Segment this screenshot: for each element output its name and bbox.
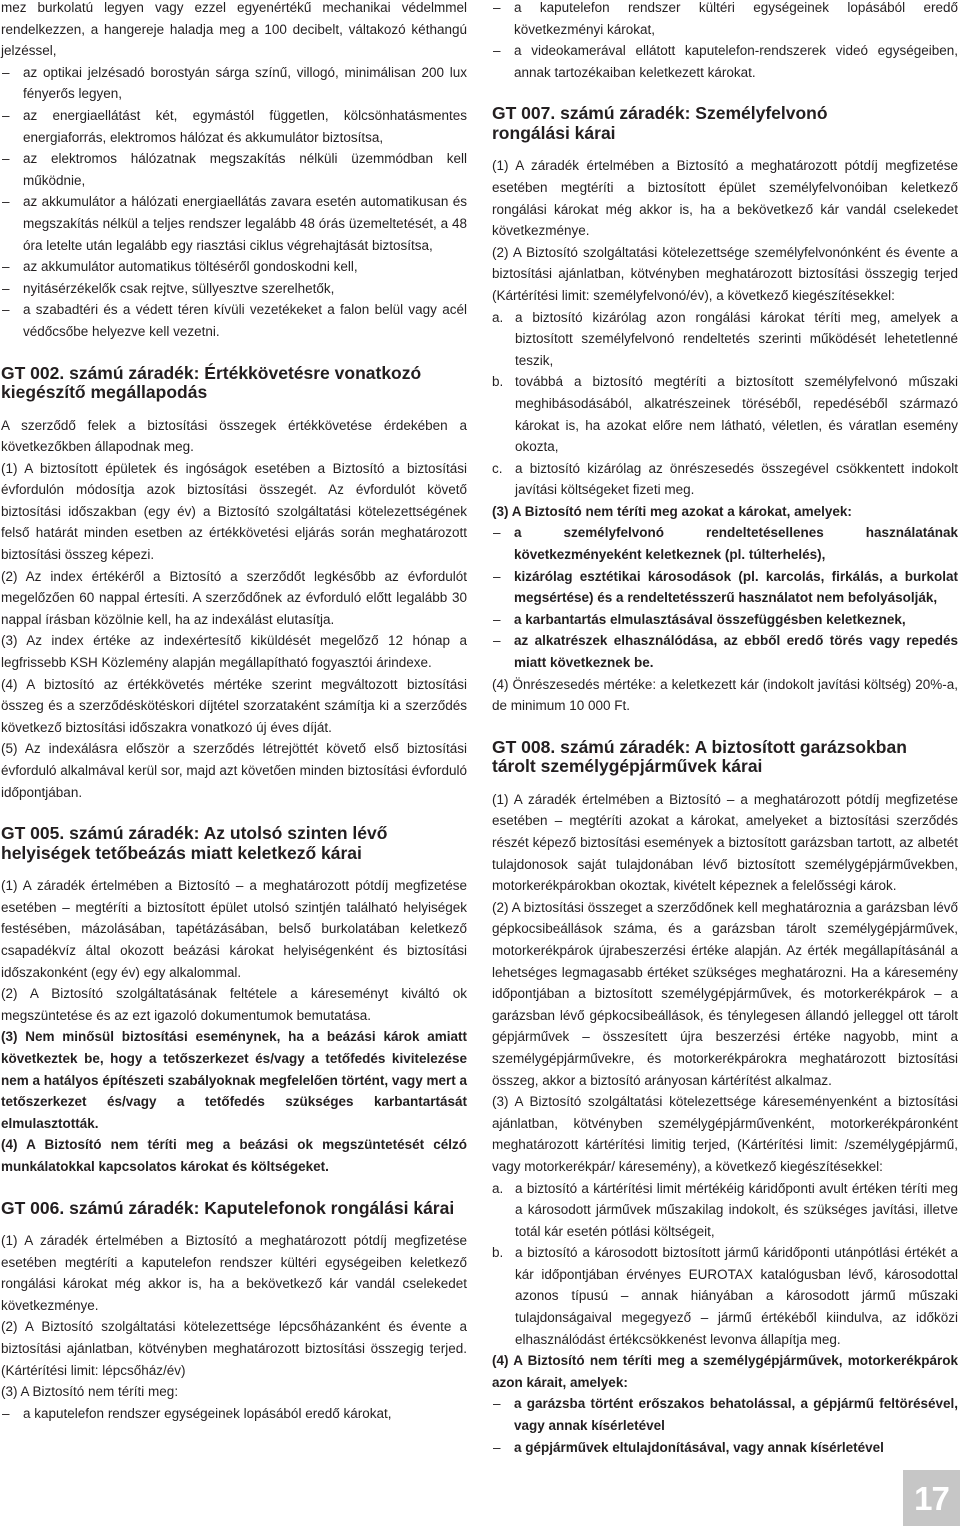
alarm-requirements-list <box>1 62 467 343</box>
clause-heading <box>1 364 467 403</box>
list-item: – kizárólag esztétikai károsodások (pl. karcolás, firkálás, a burkolat megsértése) és a rendeltetésszerű használatot nem befolyásolják, <box>492 566 958 609</box>
clause-heading-line: GT 008. számú záradék: A biztosított garázsokban <box>492 736 907 757</box>
clause-gt006 <box>1 1199 467 1425</box>
clause-paragraph: (1) A záradék értelmében a Biztosító – a meghatározott pótdíj megfizetése esetében – megtéríti azokat a károkat, amelyeket a biztosítási szerződés részét képező biztosítási események a biztosított garázsban tartott, az albetét tulajdonosok saját tulajdonában lévő biztosított személygépjárművekben, motorkerékpárokban okoztak, kivételt képeznek a felelősségi károk. <box>492 791 958 894</box>
exclusions-intro: (3) A Biztosító nem téríti meg azokat a károkat, amelyek: <box>492 503 852 519</box>
clause-paragraph: (1) A záradék értelmében a Biztosító – a meghatározott pótdíj megfizetése esetében – megtéríti a biztosított épület utolsó szintjén található helyiségek festésében, mázolásában, tapétázásában, belső burkolatában keletkező csapadékvíz által okozott beázási károkat helyiségenként és biztosítási időszakonként (egy év) egy alkalommal. <box>1 878 467 980</box>
item-text: továbbá a biztosító megtéríti a biztosított személyfelvonó műszaki meghibásodásából, alkatrészeinek töréséből, repedéséből származó károkat is, ha azokat előre nem látható, véletlen, és váratlan esemény okozta, <box>515 374 958 455</box>
lettered-item <box>492 307 958 372</box>
clause-paragraph-emphasized: (4) A Biztosító nem téríti meg a beázási ok megszüntetését célzó munkálatokkal kapcsolatos károkat és költségeket. <box>1 1137 467 1174</box>
exclusions-intro: (4) A Biztosító nem téríti meg a személygépjárművek, motorkerékpárok azon kárait, amelyek: <box>492 1353 958 1390</box>
clause-heading <box>1 824 467 863</box>
clause-paragraph-emphasized: (3) Nem minősül biztosítási eseménynek, ha a beázási károk amiatt következtek be, hogy a tetőszerkezet és/vagy a tetőfedés kivitelezése nem a hatályos építészeti szabályoknak megfelelően történt, vagy mert a tetőszerkezet és/vagy a tetőfedés szükséges karbantartását elmulasztották. <box>1 1029 467 1131</box>
list-item: – a szabadtéri és a védett téren kívüli vezetékeket a falon belül vagy acél védőcsőbe helyezve kell vezetni. <box>1 299 467 342</box>
list-item: – a videokamerával ellátott kaputelefon-rendszerek videó egységeiben, annak tartozékaiban keletkezett károkat. <box>492 40 958 83</box>
deductible-paragraph: (4) Önrészesedés mértéke: a keletkezett kár (indokolt javítási költség) 20%-a, de minimum 10 000 Ft. <box>492 676 958 714</box>
clause-paragraph: (1) A záradék értelmében a Biztosító a meghatározott pótdíj megfizetése esetében megtéríti a biztosított épület személyfelvonóiban keletkező rongálási károkat még akkor is, ha a bekövetkező kár vandál cselekedet következménye. <box>492 158 958 239</box>
exclusion-list-continued <box>492 0 958 83</box>
item-text: a biztosító kizárólag az önrészesedés összegével csökkentett indokolt javítási költségeket fizeti meg. <box>515 460 958 498</box>
item-marker: b. <box>492 1245 504 1261</box>
lettered-item <box>492 1178 958 1243</box>
clause-heading-line: GT 007. számú záradék: Személyfelvonó <box>492 103 828 124</box>
list-item: – a személyfelvonó rendeltetésellenes használatának következményeként keletkeznek (pl. túlterhelés), <box>492 522 958 565</box>
lettered-item <box>492 371 958 457</box>
clause-paragraph: (2) A Biztosító szolgáltatási kötelezettsége személyfelvonónként és évente a biztosítási ajánlatban, kötvényben meghatározott biztosítási összegig terjed (Kártérítési limit: személyfelvonó/év), a következő kiegészítésekkel: <box>492 244 958 303</box>
clause-paragraph: (1) A záradék értelmében a Biztosító a meghatározott pótdíj megfizetése esetében megtéríti a kaputelefon rendszer kültéri egységeiben keletkező rongálási károkat még akkor is, ha a bekövetkező kár vandál cselekedet következménye. <box>1 1233 467 1313</box>
clause-heading <box>492 738 958 777</box>
list-item: – nyitásérzékelők csak rejtve, süllyesztve szerelhetők, <box>1 278 467 300</box>
item-text: a biztosító kizárólag azon rongálási károkat téríti meg, amelyek a biztosított személyfelvonó rendeltetés szerinti működését lehetetlenné teszik, <box>515 309 958 368</box>
clause-heading-line: tárolt személygépjárművek kárai <box>492 756 763 777</box>
list-item: – a kaputelefon rendszer egységeinek lopásából eredő károkat, <box>1 1403 467 1425</box>
clause-heading <box>492 104 958 143</box>
item-marker: b. <box>492 374 504 390</box>
clause-paragraph: (2) Az index értékéről a Biztosító a szerződőt legkésőbb az évfordulót megelőzően 60 nappal értesíti. A szerződőnek az évforduló előtt legalább 30 nappal írásban közölnie kell, ha az indexálást elutasítja. <box>1 568 467 627</box>
clause-heading-line: GT 002. számú záradék: Értékkövetésre vonatkozó <box>1 362 422 383</box>
clause-paragraph: (4) A biztosító az értékkövetés mértéke szerint megváltozott biztosítási összeg és a szerződéskötéskori díjtétel szorzataként számítja ki a szerződés következő biztosítási időszakra vonatkozó új éves díját. <box>1 676 467 735</box>
item-text: a biztosító a károsodott biztosított jármű káridőponti utánpótlási értékét a kár időpontjában érvényes EUROTAX katalógusban lévő, károsodottal azonos típusú – annak hiányában a károsodott jármű műszaki tulajdonságaival megegyező – jármű értékéből kiindulva, az időközi elhasználódást értékcsökkenést levonva állapítja meg. <box>515 1245 958 1347</box>
clause-gt002 <box>1 364 467 804</box>
page-number: 17 <box>914 1479 949 1517</box>
clause-heading-line: GT 005. számú záradék: Az utolsó szinten lévő <box>1 823 388 844</box>
clause-paragraph: (3) A Biztosító szolgáltatási kötelezettsége káreseményenként a biztosítási ajánlatban, kötvényben személygépjárművenként, motorkerékpáronként meghatározott kártérítési limitig terjed, (Kártérítési limit: /személygépjármű, vagy motorkerékpár/ káresemény), a következő kiegészítésekkel: <box>492 1094 958 1174</box>
list-item: – a gépjárművek eltulajdonításával, vagy annak kísérletével <box>492 1437 958 1459</box>
list-item: – az akkumulátor a hálózati energiaellátás zavara esetén automatikusan és megszakítás nélkül a teljes rendszer legalább 48 órás üzemeltetését, a 48 óra letelte után legalább egy riasztási ciklus végrehajtását biztosítsa, <box>1 191 467 256</box>
clause-gt007 <box>492 104 958 716</box>
clause-paragraph: (2) A Biztosító szolgáltatásának feltétele a káreseményt kiváltó ok megszüntetése és az ezt igazoló dokumentumok bemutatása. <box>1 986 467 1023</box>
continuation-paragraph: mez burkolatú legyen vagy ezzel egyenértékű mechanikai védelmmel rendelkezzen, a hangereje haladja meg a 100 decibelt, váltakozó kéthangú jelzéssel, <box>1 0 467 59</box>
page-number-box <box>903 1470 960 1526</box>
clause-paragraph: (3) Az index értéke az indexértesítő kiküldését megelőző 12 hónap a legfrissebb KSH Közlemény alapján megállapítható fogyasztói árindexe. <box>1 633 467 671</box>
clause-intro: A szerződő felek a biztosítási összegek értékkövetése érdekében a következőkben állapodnak meg. <box>1 417 467 455</box>
list-item: – a karbantartás elmulasztásával összefüggésben keletkeznek, <box>492 609 958 631</box>
right-column <box>492 0 958 1458</box>
clause-gt005 <box>1 824 467 1177</box>
left-column <box>1 0 467 1424</box>
item-marker: a. <box>492 309 504 325</box>
lettered-item <box>492 458 958 501</box>
clause-paragraph: (1) A biztosított épületek és ingóságok esetében a Biztosító a biztosítási évfordulón módosítja azok biztosítási összegét. Az évfordulót követő biztosítási időszakban (egy év) a Biztosító szolgáltatási kötelezettségének felső határát minden esetben az értékkövetési eljárás során meghatározott biztosítási összeg képezi. <box>1 460 467 563</box>
item-marker: a. <box>492 1180 504 1196</box>
lettered-item <box>492 1242 958 1350</box>
clause-heading-line: kiegészítő megállapodás <box>1 382 208 402</box>
exclusion-list <box>1 1403 467 1425</box>
clause-paragraph: (5) Az indexálásra először a szerződés létrejöttét követő első biztosítási évforduló alkalmával kerül sor, majd azt követően minden biztosítási évforduló időpontjában. <box>1 741 467 800</box>
clause-paragraph: (2) A biztosítási összeget a szerződőnek kell meghatároznia a garázsban lévő gépkocsibeállások száma, és a garázsban tárolt személygépjárművek, motorkerékpárok újrabeszerzési értéke alapján. Az érték megállapításánál a lehetséges legmagasabb értéket szükséges meghatározni. Ha a káresemény időpontjában a biztosított személygépjárművek, és motorkerékpárok – a garázsban lévő gépkocsibeállások, és ténylegesen állandó jelleggel ott tárolt gépjárművek – összesített újra beszerzési értéke nagyobb, mint a személygépjárművekre, és motorkerékpárokra meghatározott biztosítási összeg, akkor a biztosító arányosan kártérítést alkalmaz. <box>492 899 958 1088</box>
clause-heading-line: helyiségek tetőbeázás miatt keletkező kárai <box>1 842 362 863</box>
list-item: – az akkumulátor automatikus töltéséről gondoskodni kell, <box>1 256 467 278</box>
list-item: – az optikai jelzésadó borostyán sárga színű, villogó, minimálisan 200 lux fényerős legyen, <box>1 62 467 105</box>
clause-paragraph: (2) A Biztosító szolgáltatási kötelezettsége lépcsőházanként és évente a biztosítási ajánlatban, kötvényben meghatározott biztosítási összegig terjed. (Kártérítési limit: lépcsőház/év) <box>1 1319 467 1378</box>
list-item: – a garázsba történt erőszakos behatolással, a gépjármű feltörésével, vagy annak kísérletével <box>492 1393 958 1436</box>
item-text: a biztosító a kártérítési limit mértékéig káridőponti avult értéken téríti meg a károsodott járművek műszakilag indokolt, és szükséges javítási, illetve totál kár esetén pótlási költségeit, <box>515 1180 958 1239</box>
exclusion-list <box>492 522 958 673</box>
clause-gt008 <box>492 738 958 1458</box>
list-item: – az elektromos hálózatnak megszakítás nélküli üzemmódban kell működnie, <box>1 148 467 191</box>
clause-heading-line: rongálási kárai <box>492 122 616 143</box>
clause-heading-line: GT 006. számú záradék: Kaputelefonok rongálási kárai <box>1 1197 455 1218</box>
clause-heading <box>1 1199 467 1219</box>
list-item: – a kaputelefon rendszer kültéri egységeinek lopásából eredő következményi károkat, <box>492 0 958 40</box>
clause-paragraph: (3) A Biztosító nem téríti meg: <box>1 1384 179 1400</box>
item-marker: c. <box>492 460 503 476</box>
list-item: – az alkatrészek elhasználódása, az ebből eredő törés vagy repedés miatt következnek be. <box>492 630 958 673</box>
exclusion-list <box>492 1393 958 1458</box>
list-item: – az energiaellátást két, egymástól független, kölcsönhatásmentes energiaforrás, elektromos hálózat és akkumulátor biztosítsa, <box>1 105 467 148</box>
